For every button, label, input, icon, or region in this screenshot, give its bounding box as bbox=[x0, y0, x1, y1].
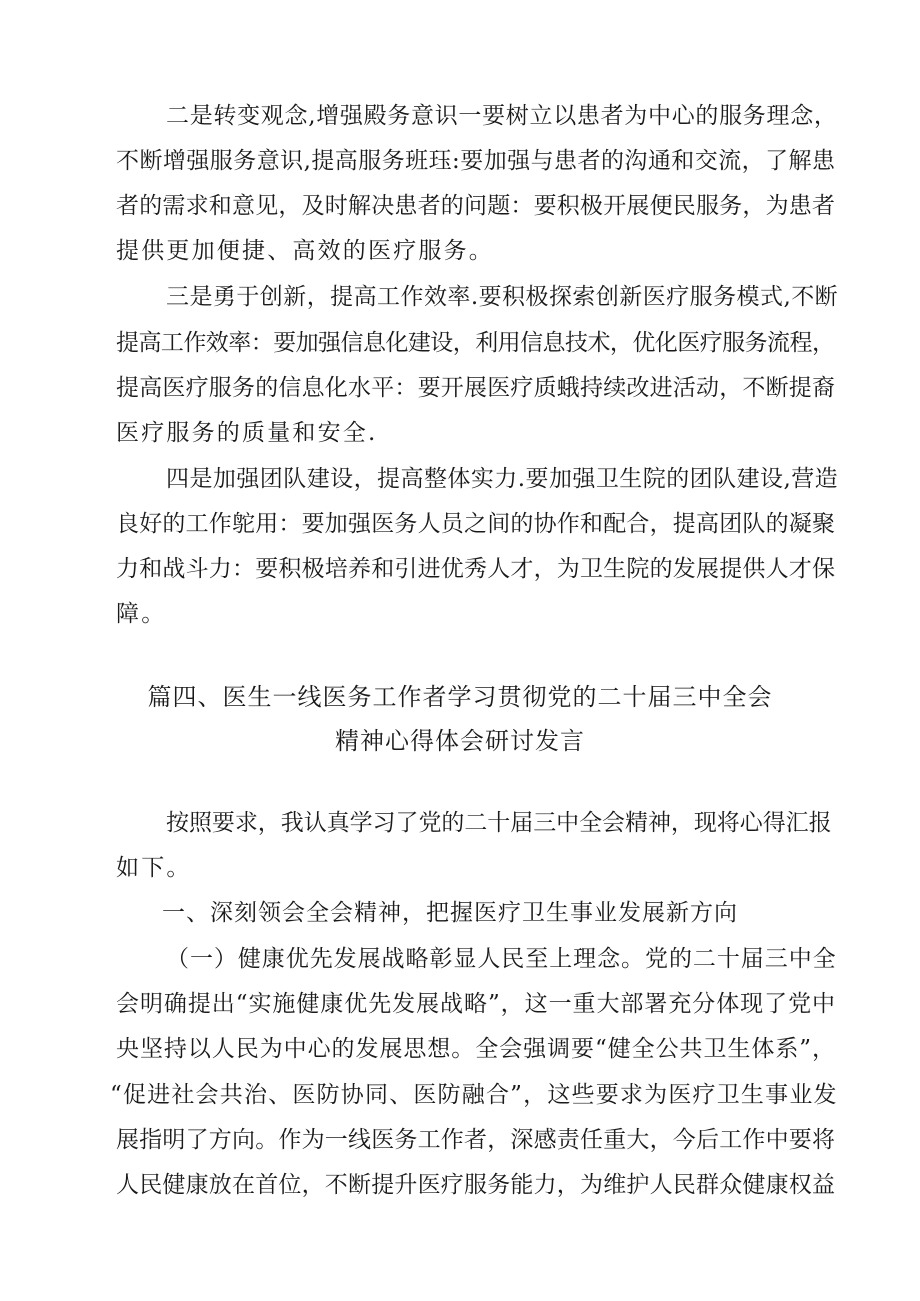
paragraph-line: 医疗服务的质量和安全. bbox=[116, 420, 378, 446]
paragraph-line: 三是勇于创新，提高工作效率.要积极探索创新医疗服务模式,不断 bbox=[166, 284, 839, 310]
paragraph-line: 按照要求，我认真学习了党的二十届三中全会精神，现将心得汇报 bbox=[166, 810, 832, 836]
paragraph-line: 障。 bbox=[116, 601, 167, 627]
paragraph-line: （一）健康优先发展战略彰显人民至上理念。党的二十届三中全 bbox=[166, 946, 837, 972]
paragraph-line: 力和战斗力：要积极培养和引进优秀人才，为卫生院的发展提供人才保 bbox=[116, 556, 836, 582]
paragraph-line: 不断增强服务意识,提高服务班珏:要加强与患者的沟通和交流，了解患 bbox=[116, 148, 836, 174]
paragraph-line: 会明确提出“实施健康优先发展战略”，这一重大部署充分体现了党中 bbox=[116, 991, 836, 1017]
article-title-line2: 精神心得体会研讨发言 bbox=[335, 727, 585, 755]
paragraph-line: 提高医疗服务的信息化水平：要开展医疗质蛾持续改进活动，不断提裔 bbox=[116, 375, 836, 401]
paragraph-line: 提高工作效率：要加强信息化建设，利用信息技术，优化医疗服务流程， bbox=[116, 330, 835, 356]
paragraph-line: 如下。 bbox=[116, 855, 192, 881]
article-title-line1: 篇四、医生一线医务工作者学习贯彻党的二十届三中全会 bbox=[147, 683, 773, 711]
paragraph-line: 提供更加便捷、高效的医疗服务。 bbox=[116, 238, 494, 264]
paragraph-line: 二是转变观念,增强殿务意识一要树立以患者为中心的服务理念， bbox=[166, 103, 838, 129]
section-heading: 一、深刻领会全会精神，把握医疗卫生事业发展新方向 bbox=[162, 900, 738, 926]
paragraph-line: 良好的工作鸵用：要加强医务人员之间的协作和配合，提高团队的凝聚 bbox=[116, 511, 836, 537]
paragraph-line: 展指明了方向。作为一线医务工作者，深感责任重大，今后工作中要将 bbox=[116, 1127, 836, 1153]
paragraph-line: 者的需求和意见，及时解决患者的问题：要积极开展便民服务，为患者 bbox=[116, 193, 836, 219]
paragraph-line: 人民健康放在首位，不断提升医疗服务能力，为维护人民群众健康权益 bbox=[116, 1172, 836, 1198]
paragraph-line: 四是加强团队建设，提高整体实力.要加强卫生院的团队建设,营造 bbox=[166, 466, 839, 492]
paragraph-line: 央坚持以人民为中心的发展思想。全会强调要“健全公共卫生体系”， bbox=[116, 1036, 836, 1062]
paragraph-line: “促进社会共治、医防协同、医防融合”，这些要求为医疗卫生事业发 bbox=[110, 1082, 838, 1108]
